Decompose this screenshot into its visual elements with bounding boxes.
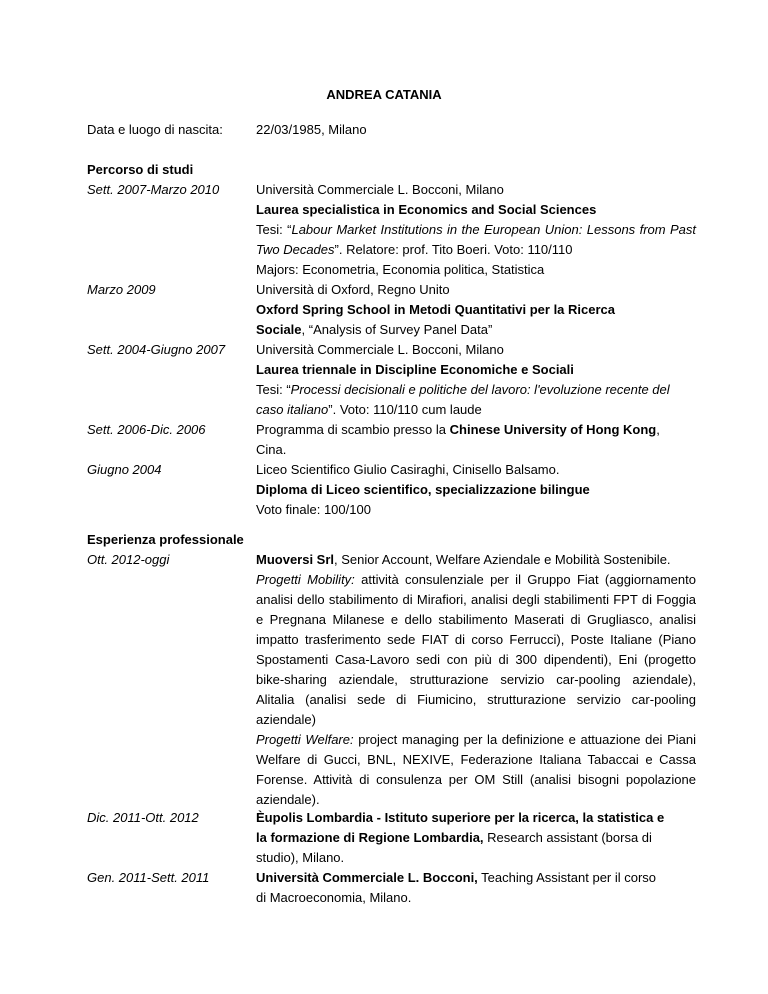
- edu-date-4: Sett. 2006-Dic. 2006: [87, 422, 206, 437]
- edu-grade-5: Voto finale: 100/100: [256, 502, 371, 517]
- edu-degree-1: Laurea specialistica in Economics and Social Sciences: [256, 202, 597, 217]
- exp-date-1: Ott. 2012-oggi: [87, 552, 170, 567]
- exp-org-3: Università Commerciale L. Bocconi,: [256, 870, 478, 885]
- exp-text-2: Èupolis Lombardia - Istituto superiore per la ricerca, la statistica e la formazione di Regione Lombardia, Research assistant (borsa di studio), Milano.: [256, 810, 665, 865]
- edu-exchange-4: Programma di scambio presso la Chinese University of Hong Kong, Cina.: [256, 422, 660, 457]
- edu-institution-5: Liceo Scientifico Giulio Casiraghi, Cinisello Balsamo.: [256, 462, 560, 477]
- edu-entry-3: [256, 340, 696, 420]
- edu-entry-2: [256, 280, 666, 340]
- edu-entry-1: [256, 180, 696, 280]
- edu-degree-3: Laurea triennale in Discipline Economiche e Sociali: [256, 362, 574, 377]
- birth-value: 22/03/1985, Milano: [256, 122, 367, 137]
- exp-entry-3: [256, 868, 666, 908]
- edu-thesis-1: Tesi: “Labour Market Institutions in the European Union: Lessons from Past Two Decades”. Relatore: prof. Tito Boeri. Voto: 110/110: [256, 222, 696, 257]
- exp-company-1: Muoversi Srl: [256, 552, 335, 567]
- edu-entry-5: [256, 460, 696, 520]
- edu-majors-1: Majors: Econometria, Economia politica, Statistica: [256, 262, 545, 277]
- exp-role-1: Muoversi Srl, Senior Account, Welfare Aziendale e Mobilità Sostenibile.: [256, 552, 671, 567]
- edu-degree-5: Diploma di Liceo scientifico, specializzazione bilingue: [256, 482, 590, 497]
- edu-date-1: Sett. 2007-Marzo 2010: [87, 182, 220, 197]
- cv-name: ANDREA CATANIA: [326, 87, 442, 102]
- education-heading: Percorso di studi: [87, 162, 194, 177]
- edu-date-5: Giugno 2004: [87, 462, 162, 477]
- edu-institution-3: Università Commerciale L. Bocconi, Milano: [256, 342, 504, 357]
- experience-heading: Esperienza professionale: [87, 532, 244, 547]
- edu-program-2: Oxford Spring School in Metodi Quantitativi per la Ricerca Sociale, “Analysis of Survey Panel Data”: [256, 302, 615, 337]
- edu-entry-4: [256, 420, 666, 460]
- edu-date-3: Sett. 2004-Giugno 2007: [87, 342, 226, 357]
- edu-institution-2: Università di Oxford, Regno Unito: [256, 282, 450, 297]
- birth-label: Data e luogo di nascita:: [87, 122, 223, 137]
- exp-text-3: Università Commerciale L. Bocconi, Teaching Assistant per il corso di Macroeconomia, Milano.: [256, 870, 657, 905]
- exp-mobility-1: Progetti Mobility: attività consulenziale per il Gruppo Fiat (aggiornamento analisi dello stabilimento di Mirafiori, analisi degli stabilimenti FPT di Foggia e Pregnana Milanese e dello stabilimento Maserati di Grugliasco, analisi impatto trasferimento sede FIAT di corso Ferrucci), Poste Italiane (Piano Spostamenti Casa-Lavoro sedi con più di 300 dipendenti), Eni (progetto bike-sharing aziendale, strutturazione servizio car-pooling aziendale), Alitalia (analisi sede di Fiumicino, strutturazione servizio car-pooling aziendale): [256, 572, 696, 727]
- edu-thesis-3: Tesi: “Processi decisionali e politiche del lavoro: l'evoluzione recente del caso italiano”. Voto: 110/110 cum laude: [256, 382, 670, 417]
- thesis-title-3: Processi decisionali e politiche del lavoro: l'evoluzione recente del caso italiano: [256, 382, 670, 417]
- exp-welfare-1: Progetti Welfare: project managing per la definizione e attuazione dei Piani Welfare di Gucci, BNL, NEXIVE, Federazione Italiana Tabaccai e Cassa Forense. Attività di consulenza per OM Still (analisi bisogni popolazione aziendale).: [256, 732, 696, 807]
- edu-date-2: Marzo 2009: [87, 282, 156, 297]
- exp-entry-2: [256, 808, 666, 868]
- edu-institution-1: Università Commerciale L. Bocconi, Milano: [256, 182, 504, 197]
- exp-date-2: Dic. 2011-Ott. 2012: [87, 810, 199, 825]
- exp-date-3: Gen. 2011-Sett. 2011: [87, 870, 210, 885]
- thesis-title-1: Labour Market Institutions in the European Union: Lessons from Past Two Decades: [256, 222, 696, 257]
- exp-org-2: Èupolis Lombardia - Istituto superiore per la ricerca, la statistica e la formazione di Regione Lombardia,: [256, 810, 665, 845]
- exp-entry-1: [256, 550, 696, 810]
